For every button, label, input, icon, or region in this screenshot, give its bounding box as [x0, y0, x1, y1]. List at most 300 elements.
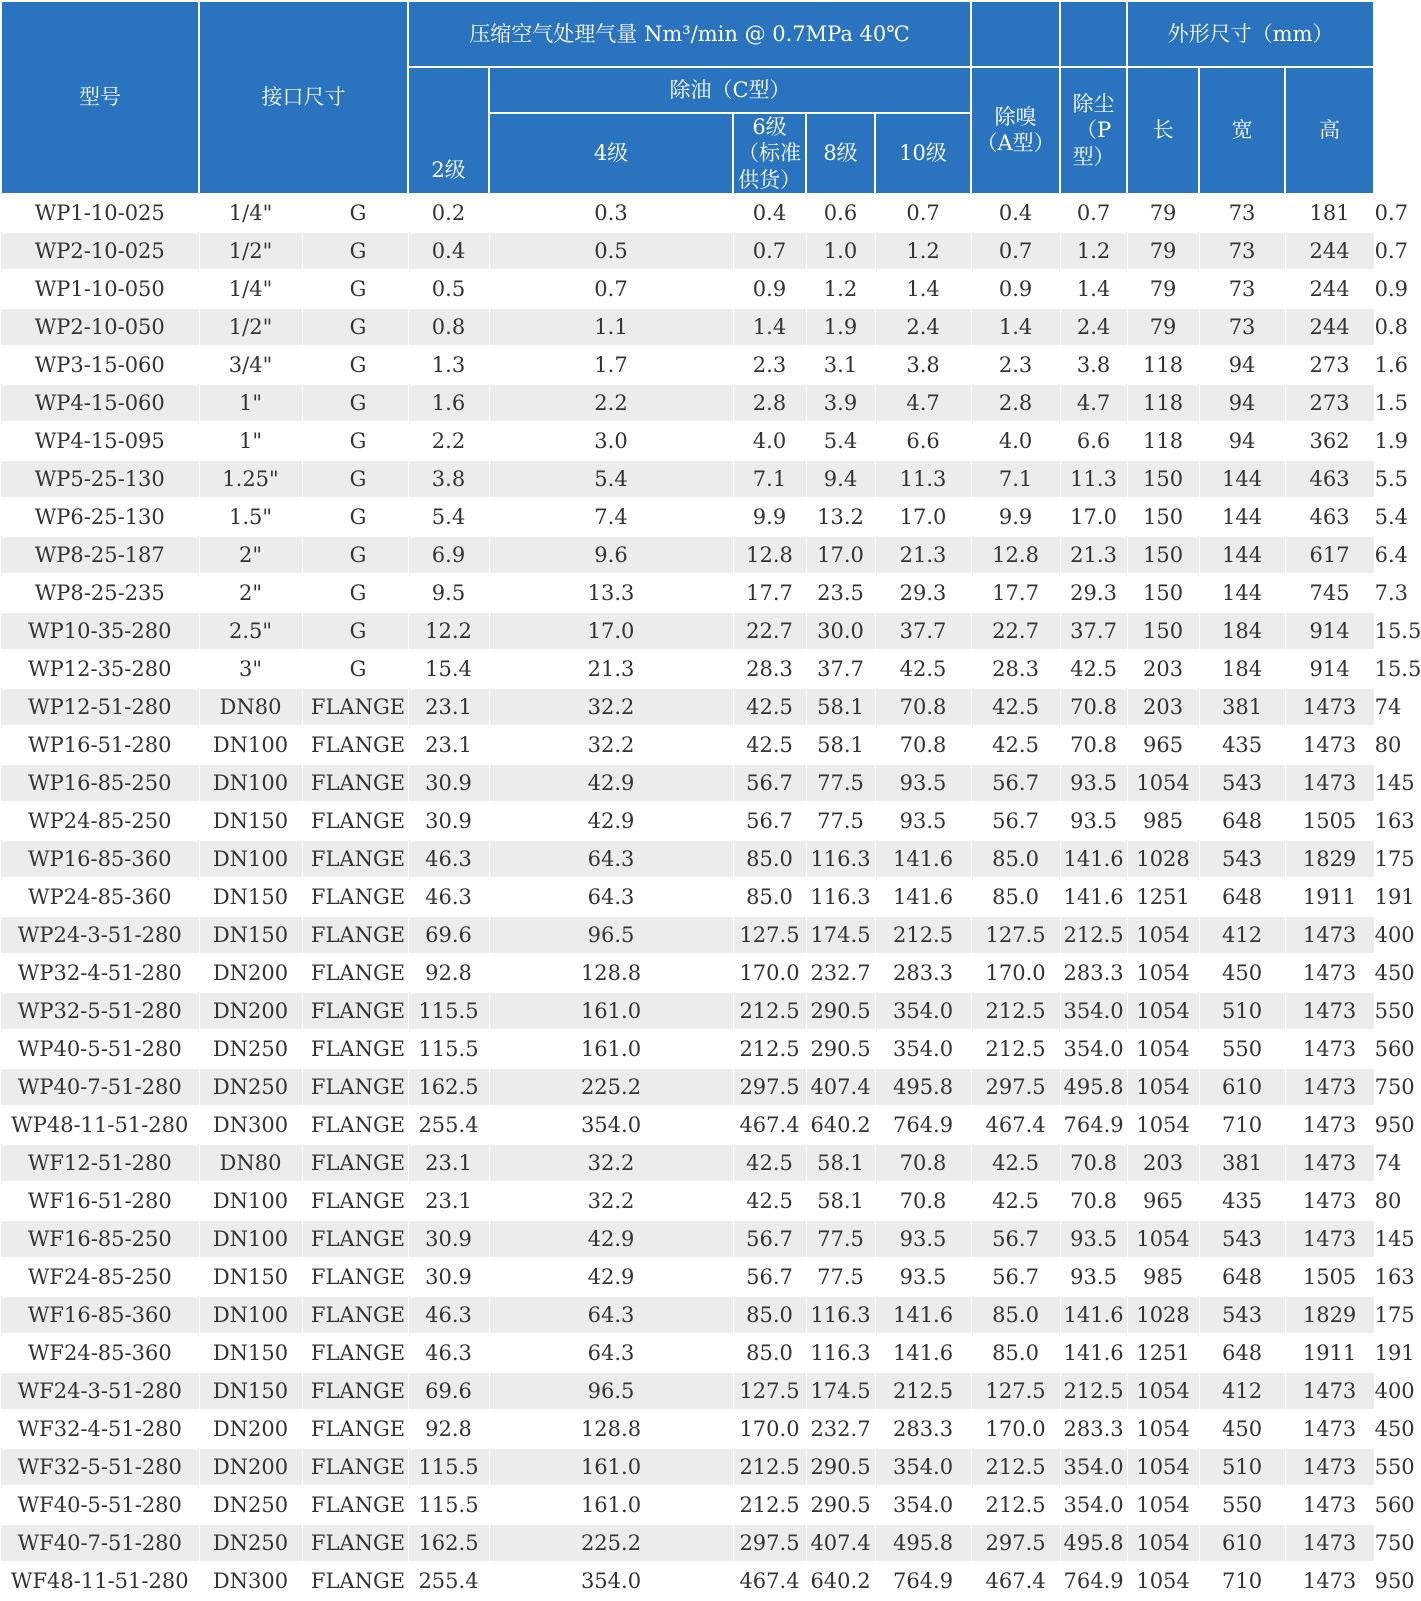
cell-connection-type: G — [302, 346, 408, 384]
cell-model: WF12-51-280 — [1, 1144, 199, 1182]
cell-dust-removal: 354.0 — [1060, 992, 1127, 1030]
cell-grade-4: 161.0 — [489, 1486, 733, 1524]
cell-grade-8: 23.5 — [806, 574, 875, 612]
cell-length: 79 — [1127, 270, 1199, 308]
cell-grade-6: 127.5 — [733, 916, 806, 954]
cell-grade-4: 17.0 — [489, 612, 733, 650]
cell-connection-type: FLANGE — [302, 1106, 408, 1144]
cell-dust-removal: 2.4 — [1060, 308, 1127, 346]
cell-width: 710 — [1199, 1562, 1285, 1600]
cell-model: WP24-85-250 — [1, 802, 199, 840]
cell-dust-removal: 21.3 — [1060, 536, 1127, 574]
cell-odor-removal: 212.5 — [971, 1486, 1060, 1524]
cell-grade-8: 290.5 — [806, 992, 875, 1030]
cell-model: WF24-85-250 — [1, 1258, 199, 1296]
header-grade-10: 10级 — [875, 113, 971, 194]
cell-model: WP1-10-050 — [1, 270, 199, 308]
cell-grade-10: 141.6 — [875, 878, 971, 916]
cell-odor-removal: 85.0 — [971, 878, 1060, 916]
cell-height: 1473 — [1285, 1106, 1374, 1144]
cell-length: 118 — [1127, 422, 1199, 460]
header-length: 长 — [1127, 67, 1199, 194]
cell-connection-type: FLANGE — [302, 1296, 408, 1334]
cell-width: 450 — [1199, 1410, 1285, 1448]
cell-length: 203 — [1127, 688, 1199, 726]
cell-interface-size: DN200 — [199, 1410, 302, 1448]
cell-dust-removal: 495.8 — [1060, 1524, 1127, 1562]
cell-dust-removal: 1.2 — [1060, 232, 1127, 270]
cell-grade-2: 255.4 — [408, 1562, 489, 1600]
cell-width: 184 — [1199, 612, 1285, 650]
table-row: WP48-11-51-280 DN300 FLANGE 255.4 354.0 467.4 640.2 764.9 467.4 764.9 1054 710 1473 950 — [1, 1106, 1374, 1144]
header-grade-8: 8级 — [806, 113, 875, 194]
cell-width: 648 — [1199, 1258, 1285, 1296]
cell-width: 543 — [1199, 1220, 1285, 1258]
cell-grade-4: 32.2 — [489, 1182, 733, 1220]
cell-grade-4: 354.0 — [489, 1106, 733, 1144]
cell-odor-removal: 297.5 — [971, 1068, 1060, 1106]
cell-grade-2: 115.5 — [408, 1030, 489, 1068]
cell-interface-size: DN80 — [199, 688, 302, 726]
cell-model: WF16-51-280 — [1, 1182, 199, 1220]
cell-grade-2: 46.3 — [408, 1296, 489, 1334]
cell-interface-size: 1/4" — [199, 194, 302, 232]
table-body — [1, 194, 1421, 1600]
cell-width: 510 — [1199, 992, 1285, 1030]
cell-grade-8: 58.1 — [806, 1144, 875, 1182]
cell-connection-type: G — [302, 460, 408, 498]
cell-height: 745 — [1285, 574, 1374, 612]
table-row: WF24-85-360 DN150 FLANGE 46.3 64.3 85.0 116.3 141.6 85.0 141.6 1251 648 1911 191 — [1, 1334, 1374, 1372]
cell-dust-removal: 141.6 — [1060, 1334, 1127, 1372]
cell-odor-removal: 56.7 — [971, 764, 1060, 802]
cell-grade-6: 7.1 — [733, 460, 806, 498]
cell-connection-type: FLANGE — [302, 1372, 408, 1410]
cell-grade-2: 92.8 — [408, 954, 489, 992]
cell-grade-6: 297.5 — [733, 1068, 806, 1106]
cell-interface-size: 1" — [199, 422, 302, 460]
cell-connection-type: FLANGE — [302, 1258, 408, 1296]
cell-grade-8: 116.3 — [806, 878, 875, 916]
cell-width: 610 — [1199, 1068, 1285, 1106]
cell-grade-4: 32.2 — [489, 1144, 733, 1182]
cell-width: 144 — [1199, 460, 1285, 498]
cell-width: 543 — [1199, 764, 1285, 802]
cell-grade-10: 93.5 — [875, 1220, 971, 1258]
cell-grade-10: 70.8 — [875, 726, 971, 764]
cell-grade-2: 115.5 — [408, 992, 489, 1030]
cell-width: 381 — [1199, 688, 1285, 726]
cell-grade-2: 162.5 — [408, 1524, 489, 1562]
header-odor-line2: （A型） — [976, 131, 1055, 156]
cell-model: WP4-15-095 — [1, 422, 199, 460]
cell-grade-4: 161.0 — [489, 992, 733, 1030]
table-row: WP24-85-360 DN150 FLANGE 46.3 64.3 85.0 116.3 141.6 85.0 141.6 1251 648 1911 191 — [1, 878, 1374, 916]
cell-odor-removal: 2.8 — [971, 384, 1060, 422]
cell-connection-type: G — [302, 270, 408, 308]
cell-grade-2: 12.2 — [408, 612, 489, 650]
cell-height: 1829 — [1285, 1296, 1374, 1334]
cell-grade-2: 0.2 — [408, 194, 489, 232]
table-row: WF24-3-51-280 DN150 FLANGE 69.6 96.5 127.5 174.5 212.5 127.5 212.5 1054 412 1473 400 — [1, 1372, 1374, 1410]
cell-grade-8: 1.2 — [806, 270, 875, 308]
cell-grade-8: 58.1 — [806, 688, 875, 726]
cell-grade-4: 5.4 — [489, 460, 733, 498]
cell-grade-6: 0.4 — [733, 194, 806, 232]
cell-grade-6: 2.3 — [733, 346, 806, 384]
cell-grade-6: 127.5 — [733, 1372, 806, 1410]
cell-model: WF24-85-360 — [1, 1334, 199, 1372]
table-row: WP16-51-280 DN100 FLANGE 23.1 32.2 42.5 58.1 70.8 42.5 70.8 965 435 1473 80 — [1, 726, 1374, 764]
cell-grade-8: 290.5 — [806, 1448, 875, 1486]
cell-grade-2: 69.6 — [408, 916, 489, 954]
cell-interface-size: DN300 — [199, 1106, 302, 1144]
cell-grade-8: 640.2 — [806, 1562, 875, 1600]
cell-grade-2: 1.3 — [408, 346, 489, 384]
cell-grade-10: 1.4 — [875, 270, 971, 308]
cell-connection-type: FLANGE — [302, 1182, 408, 1220]
cell-grade-10: 29.3 — [875, 574, 971, 612]
cell-dust-removal: 17.0 — [1060, 498, 1127, 536]
cell-grade-8: 5.4 — [806, 422, 875, 460]
cell-dust-removal: 70.8 — [1060, 726, 1127, 764]
cell-connection-type: FLANGE — [302, 916, 408, 954]
cell-odor-removal: 28.3 — [971, 650, 1060, 688]
table-row: WP16-85-250 DN100 FLANGE 30.9 42.9 56.7 77.5 93.5 56.7 93.5 1054 543 1473 145 — [1, 764, 1374, 802]
cell-grade-2: 23.1 — [408, 1182, 489, 1220]
header-dust-removal — [1060, 67, 1127, 194]
cell-grade-8: 17.0 — [806, 536, 875, 574]
cell-odor-removal: 85.0 — [971, 1296, 1060, 1334]
cell-grade-2: 3.8 — [408, 460, 489, 498]
cell-grade-10: 6.6 — [875, 422, 971, 460]
table-row: WP1-10-025 1/4" G 0.2 0.3 0.4 0.6 0.7 0.4 0.7 79 73 181 0.7 — [1, 194, 1374, 232]
table-row: WP1-10-050 1/4" G 0.5 0.7 0.9 1.2 1.4 0.9 1.4 79 73 244 0.9 — [1, 270, 1374, 308]
table-row: WF32-4-51-280 DN200 FLANGE 92.8 128.8 170.0 232.7 283.3 170.0 283.3 1054 450 1473 450 — [1, 1410, 1374, 1448]
cell-model: WP4-15-060 — [1, 384, 199, 422]
cell-width: 550 — [1199, 1030, 1285, 1068]
cell-height: 1473 — [1285, 1562, 1374, 1600]
cell-connection-type: G — [302, 498, 408, 536]
cell-grade-6: 0.7 — [733, 232, 806, 270]
cell-dust-removal: 29.3 — [1060, 574, 1127, 612]
cell-width: 648 — [1199, 802, 1285, 840]
cell-connection-type: FLANGE — [302, 1068, 408, 1106]
cell-model: WP32-5-51-280 — [1, 992, 199, 1030]
cell-model: WP16-85-360 — [1, 840, 199, 878]
cell-model: WP5-25-130 — [1, 460, 199, 498]
cell-grade-2: 46.3 — [408, 840, 489, 878]
cell-width: 73 — [1199, 308, 1285, 346]
cell-grade-10: 11.3 — [875, 460, 971, 498]
cell-grade-10: 2.4 — [875, 308, 971, 346]
cell-grade-6: 42.5 — [733, 1182, 806, 1220]
cell-odor-removal: 297.5 — [971, 1524, 1060, 1562]
cell-grade-10: 495.8 — [875, 1068, 971, 1106]
cell-width: 543 — [1199, 840, 1285, 878]
cell-odor-removal: 0.9 — [971, 270, 1060, 308]
cell-grade-8: 77.5 — [806, 802, 875, 840]
cell-length: 1054 — [1127, 1486, 1199, 1524]
cell-dust-removal: 764.9 — [1060, 1562, 1127, 1600]
cell-height: 1473 — [1285, 1144, 1374, 1182]
cell-grade-8: 640.2 — [806, 1106, 875, 1144]
cell-interface-size: DN150 — [199, 802, 302, 840]
table-row: WP6-25-130 1.5" G 5.4 7.4 9.9 13.2 17.0 9.9 17.0 150 144 463 5.4 — [1, 498, 1374, 536]
cell-interface-size: 3" — [199, 650, 302, 688]
cell-grade-4: 64.3 — [489, 878, 733, 916]
cell-model: WP40-5-51-280 — [1, 1030, 199, 1068]
cell-grade-8: 290.5 — [806, 1030, 875, 1068]
cell-width: 435 — [1199, 726, 1285, 764]
cell-connection-type: G — [302, 574, 408, 612]
cell-width: 648 — [1199, 1334, 1285, 1372]
cell-odor-removal: 42.5 — [971, 726, 1060, 764]
cell-grade-10: 93.5 — [875, 764, 971, 802]
cell-dust-removal: 70.8 — [1060, 1182, 1127, 1220]
cell-length: 1054 — [1127, 764, 1199, 802]
cell-connection-type: FLANGE — [302, 1486, 408, 1524]
cell-grade-10: 93.5 — [875, 802, 971, 840]
cell-dust-removal: 354.0 — [1060, 1448, 1127, 1486]
cell-grade-2: 9.5 — [408, 574, 489, 612]
table-row: WP12-51-280 DN80 FLANGE 23.1 32.2 42.5 58.1 70.8 42.5 70.8 203 381 1473 74 — [1, 688, 1374, 726]
cell-height: 1473 — [1285, 726, 1374, 764]
cell-grade-8: 9.4 — [806, 460, 875, 498]
cell-width: 412 — [1199, 1372, 1285, 1410]
table-row: WP24-85-250 DN150 FLANGE 30.9 42.9 56.7 77.5 93.5 56.7 93.5 985 648 1505 163 — [1, 802, 1374, 840]
header-flow-title-text: 压缩空气处理气量 Nm³/min @ 0.7MPa 40℃ — [469, 21, 910, 46]
cell-grade-4: 42.9 — [489, 1220, 733, 1258]
table-row: WP2-10-025 1/2" G 0.4 0.5 0.7 1.0 1.2 0.7 1.2 79 73 244 0.7 — [1, 232, 1374, 270]
cell-grade-4: 1.1 — [489, 308, 733, 346]
cell-length: 79 — [1127, 232, 1199, 270]
cell-grade-8: 232.7 — [806, 954, 875, 992]
cell-width: 144 — [1199, 536, 1285, 574]
cell-grade-10: 70.8 — [875, 1144, 971, 1182]
cell-grade-4: 9.6 — [489, 536, 733, 574]
cell-height: 1911 — [1285, 1334, 1374, 1372]
table-header: 型号 接口尺寸 压缩空气处理气量 Nm³/min @ 0.7MPa 40℃ 外形尺寸（mm） 重量 (kg) 2级 除油（C型） 除嗅 （A型） 除尘 （P型） 长 宽 高 4级 6级（标准供货） 8级 10级 — [1, 1, 1374, 194]
cell-length: 1054 — [1127, 1220, 1199, 1258]
cell-model: WP16-51-280 — [1, 726, 199, 764]
cell-grade-4: 0.3 — [489, 194, 733, 232]
cell-width: 144 — [1199, 498, 1285, 536]
cell-grade-2: 6.9 — [408, 536, 489, 574]
cell-dust-removal: 141.6 — [1060, 840, 1127, 878]
cell-grade-2: 23.1 — [408, 688, 489, 726]
table-row: WF16-85-360 DN100 FLANGE 46.3 64.3 85.0 116.3 141.6 85.0 141.6 1028 543 1829 175 — [1, 1296, 1374, 1334]
cell-connection-type: FLANGE — [302, 726, 408, 764]
cell-grade-6: 42.5 — [733, 688, 806, 726]
cell-model: WP1-10-025 — [1, 194, 199, 232]
cell-height: 914 — [1285, 650, 1374, 688]
header-grade-2 — [408, 67, 489, 194]
cell-grade-6: 467.4 — [733, 1562, 806, 1600]
cell-width: 144 — [1199, 574, 1285, 612]
cell-model: WF24-3-51-280 — [1, 1372, 199, 1410]
cell-grade-8: 77.5 — [806, 1220, 875, 1258]
cell-length: 150 — [1127, 612, 1199, 650]
cell-interface-size: DN250 — [199, 1030, 302, 1068]
cell-odor-removal: 0.7 — [971, 232, 1060, 270]
cell-interface-size: DN100 — [199, 1220, 302, 1258]
cell-odor-removal: 467.4 — [971, 1562, 1060, 1600]
cell-grade-6: 212.5 — [733, 1030, 806, 1068]
cell-interface-size: 2.5" — [199, 612, 302, 650]
cell-model: WP16-85-250 — [1, 764, 199, 802]
cell-grade-8: 30.0 — [806, 612, 875, 650]
cell-odor-removal: 0.4 — [971, 194, 1060, 232]
cell-grade-10: 141.6 — [875, 1296, 971, 1334]
cell-model: WP12-51-280 — [1, 688, 199, 726]
cell-model: WP6-25-130 — [1, 498, 199, 536]
cell-interface-size: DN100 — [199, 1182, 302, 1220]
cell-height: 1473 — [1285, 916, 1374, 954]
cell-connection-type: FLANGE — [302, 840, 408, 878]
cell-grade-10: 141.6 — [875, 840, 971, 878]
cell-grade-6: 212.5 — [733, 992, 806, 1030]
cell-grade-6: 42.5 — [733, 1144, 806, 1182]
cell-length: 118 — [1127, 346, 1199, 384]
cell-height: 1473 — [1285, 1030, 1374, 1068]
cell-dust-removal: 93.5 — [1060, 802, 1127, 840]
cell-grade-8: 116.3 — [806, 840, 875, 878]
cell-dust-removal: 70.8 — [1060, 688, 1127, 726]
cell-connection-type: FLANGE — [302, 1562, 408, 1600]
cell-grade-8: 116.3 — [806, 1334, 875, 1372]
cell-model: WP24-3-51-280 — [1, 916, 199, 954]
cell-interface-size: DN200 — [199, 992, 302, 1030]
cell-odor-removal: 9.9 — [971, 498, 1060, 536]
cell-grade-10: 3.8 — [875, 346, 971, 384]
cell-connection-type: FLANGE — [302, 1410, 408, 1448]
cell-interface-size: DN150 — [199, 1258, 302, 1296]
cell-connection-type: G — [302, 308, 408, 346]
cell-width: 73 — [1199, 194, 1285, 232]
cell-grade-2: 92.8 — [408, 1410, 489, 1448]
cell-dust-removal: 70.8 — [1060, 1144, 1127, 1182]
cell-grade-10: 283.3 — [875, 1410, 971, 1448]
cell-grade-2: 115.5 — [408, 1448, 489, 1486]
cell-odor-removal: 42.5 — [971, 688, 1060, 726]
cell-dust-removal: 141.6 — [1060, 878, 1127, 916]
cell-grade-10: 212.5 — [875, 1372, 971, 1410]
cell-dust-removal: 42.5 — [1060, 650, 1127, 688]
cell-length: 985 — [1127, 802, 1199, 840]
cell-length: 1054 — [1127, 954, 1199, 992]
header-grade-6: 6级（标准供货） — [733, 113, 806, 194]
cell-odor-removal: 4.0 — [971, 422, 1060, 460]
cell-dust-removal: 93.5 — [1060, 764, 1127, 802]
header-grade-4: 4级 — [489, 113, 733, 194]
cell-length: 1028 — [1127, 1296, 1199, 1334]
cell-grade-10: 354.0 — [875, 1448, 971, 1486]
cell-interface-size: DN80 — [199, 1144, 302, 1182]
cell-length: 1251 — [1127, 878, 1199, 916]
cell-interface-size: 1/2" — [199, 232, 302, 270]
cell-grade-8: 174.5 — [806, 916, 875, 954]
cell-model: WP2-10-050 — [1, 308, 199, 346]
cell-odor-removal: 170.0 — [971, 1410, 1060, 1448]
cell-grade-8: 0.6 — [806, 194, 875, 232]
cell-height: 463 — [1285, 498, 1374, 536]
cell-odor-removal: 2.3 — [971, 346, 1060, 384]
cell-grade-6: 56.7 — [733, 764, 806, 802]
header-odor-line1: 除嗅 — [994, 105, 1037, 130]
cell-grade-8: 13.2 — [806, 498, 875, 536]
cell-height: 362 — [1285, 422, 1374, 460]
cell-interface-size: DN200 — [199, 954, 302, 992]
table-row: WP10-35-280 2.5" G 12.2 17.0 22.7 30.0 37.7 22.7 37.7 150 184 914 15.5 — [1, 612, 1374, 650]
cell-width: 381 — [1199, 1144, 1285, 1182]
cell-grade-10: 93.5 — [875, 1258, 971, 1296]
cell-height: 244 — [1285, 308, 1374, 346]
cell-interface-size: DN100 — [199, 1296, 302, 1334]
cell-grade-10: 37.7 — [875, 612, 971, 650]
cell-grade-2: 115.5 — [408, 1486, 489, 1524]
header-odor-removal — [971, 67, 1060, 194]
cell-grade-4: 354.0 — [489, 1562, 733, 1600]
cell-dust-removal: 6.6 — [1060, 422, 1127, 460]
cell-grade-2: 30.9 — [408, 764, 489, 802]
cell-dust-removal: 93.5 — [1060, 1258, 1127, 1296]
cell-width: 94 — [1199, 384, 1285, 422]
cell-grade-2: 1.6 — [408, 384, 489, 422]
cell-grade-6: 212.5 — [733, 1486, 806, 1524]
cell-height: 1473 — [1285, 1220, 1374, 1258]
header-width: 宽 — [1199, 67, 1285, 194]
header-flow-title — [408, 1, 971, 67]
cell-grade-6: 2.8 — [733, 384, 806, 422]
cell-width: 412 — [1199, 916, 1285, 954]
cell-grade-4: 13.3 — [489, 574, 733, 612]
cell-width: 450 — [1199, 954, 1285, 992]
cell-length: 1054 — [1127, 992, 1199, 1030]
cell-connection-type: FLANGE — [302, 764, 408, 802]
table-row: WF24-85-250 DN150 FLANGE 30.9 42.9 56.7 77.5 93.5 56.7 93.5 985 648 1505 163 — [1, 1258, 1374, 1296]
cell-length: 1054 — [1127, 1562, 1199, 1600]
cell-width: 510 — [1199, 1448, 1285, 1486]
cell-interface-size: DN100 — [199, 726, 302, 764]
cell-grade-4: 32.2 — [489, 726, 733, 764]
cell-grade-4: 7.4 — [489, 498, 733, 536]
cell-height: 273 — [1285, 346, 1374, 384]
cell-connection-type: FLANGE — [302, 1524, 408, 1562]
cell-grade-10: 283.3 — [875, 954, 971, 992]
cell-grade-10: 42.5 — [875, 650, 971, 688]
cell-height: 1473 — [1285, 1068, 1374, 1106]
table-row: WF16-85-250 DN100 FLANGE 30.9 42.9 56.7 77.5 93.5 56.7 93.5 1054 543 1473 145 — [1, 1220, 1374, 1258]
cell-width: 710 — [1199, 1106, 1285, 1144]
cell-grade-6: 1.4 — [733, 308, 806, 346]
cell-grade-8: 77.5 — [806, 1258, 875, 1296]
cell-height: 617 — [1285, 536, 1374, 574]
cell-connection-type: FLANGE — [302, 1144, 408, 1182]
cell-odor-removal: 212.5 — [971, 1030, 1060, 1068]
cell-connection-type: G — [302, 650, 408, 688]
cell-odor-removal: 42.5 — [971, 1182, 1060, 1220]
cell-model: WF48-11-51-280 — [1, 1562, 199, 1600]
cell-grade-2: 5.4 — [408, 498, 489, 536]
cell-grade-4: 42.9 — [489, 764, 733, 802]
cell-grade-2: 15.4 — [408, 650, 489, 688]
cell-interface-size: DN100 — [199, 840, 302, 878]
cell-model: WP10-35-280 — [1, 612, 199, 650]
cell-grade-2: 30.9 — [408, 802, 489, 840]
cell-interface-size: 1/2" — [199, 308, 302, 346]
cell-dust-removal: 212.5 — [1060, 916, 1127, 954]
